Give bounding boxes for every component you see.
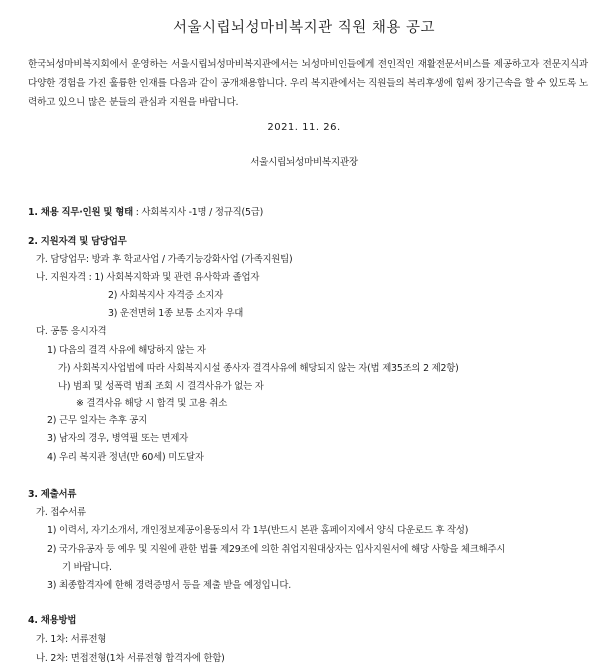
announcement-date: 2021. 11. 26. xyxy=(267,122,341,133)
section-1-line xyxy=(28,207,263,219)
section-2-item-da-3: 3) 남자의 경우, 병역필 또는 면제자 xyxy=(47,433,189,444)
section-1-heading: 1. 채용 직무·인원 및 형태 xyxy=(28,207,134,218)
section-3-item-2-cont: 기 바랍니다. xyxy=(62,562,112,573)
section-3-heading: 3. 제출서류 xyxy=(28,489,77,500)
section-3-item-1: 1) 이력서, 자기소개서, 개인정보제공이용동의서 각 1부(반드시 본관 홈페이지에서 양식 다운로드 후 작성) xyxy=(47,525,469,536)
section-2-item-na-1: 나. 지원자격 : 1) 사회복지학과 및 관련 유사학과 졸업자 xyxy=(36,272,260,283)
section-4-item-ga: 가. 1차: 서류전형 xyxy=(36,634,107,645)
intro-paragraph: 한국뇌성마비복지회에서 운영하는 서울시립뇌성마비복지관에서는 뇌성마비인들에게 전인적인 재활전문서비스를 제공하고자 전문지식과 다양한 경험을 가진 훌륭한 인재를 다음과 같이 공개채용합니다. 우리 복지관에서는 직원들의 복리후생에 힘써 장기근속을 할 수 있도록 노력하고 있으니 많은 분들의 관심과 지원을 바랍니다. xyxy=(28,59,588,108)
section-3-item-3: 3) 최종합격자에 한해 경력증명서 등을 제출 받을 예정입니다. xyxy=(47,580,292,591)
section-2-item-da-1: 1) 다음의 결격 사유에 해당하지 않는 자 xyxy=(47,345,206,356)
section-2-item-da: 다. 공통 응시자격 xyxy=(36,326,107,337)
section-2-item-na-2: 2) 사회복지사 자격증 소지자 xyxy=(108,290,223,301)
issuer-name: 서울시립뇌성마비복지관장 xyxy=(250,157,358,168)
section-2-heading: 2. 지원자격 및 담당업무 xyxy=(28,236,127,247)
section-1-value: : 사회복지사 -1명 / 정규직(5급) xyxy=(133,207,264,218)
section-4-item-na: 나. 2차: 면접전형(1차 서류전형 합격자에 한함) xyxy=(36,653,225,664)
section-4-heading: 4. 채용방법 xyxy=(28,615,77,626)
document-title: 서울시립뇌성마비복지관 직원 채용 공고 xyxy=(173,20,435,36)
section-2-item-ga: 가. 담당업무: 방과 후 학교사업 / 가족기능강화사업 (가족지원팀) xyxy=(36,254,293,265)
section-2-item-da-4: 4) 우리 복지관 정년(만 60세) 미도달자 xyxy=(47,452,204,463)
section-2-item-da-1-na: 나) 범죄 및 성폭력 범죄 조회 시 결격사유가 없는 자 xyxy=(58,381,264,392)
section-3-item-ga: 가. 접수서류 xyxy=(36,507,86,518)
section-2-note: ※ 결격사유 해당 시 합격 및 고용 취소 xyxy=(76,398,228,409)
section-2-item-na-3: 3) 운전면허 1종 보통 소지자 우대 xyxy=(108,308,244,319)
section-2-item-da-1-ga: 가) 사회복지사업법에 따라 사회복지시설 종사자 결격사유에 해당되지 않는 자(법 제35조의 2 제2항) xyxy=(58,363,459,374)
section-2-item-da-2: 2) 근무 일자는 추후 공지 xyxy=(47,415,148,426)
section-3-item-2: 2) 국가유공자 등 예우 및 지원에 관한 법률 제29조에 의한 취업지원대상자는 입사지원서에 해당 사항을 체크해주시 xyxy=(47,544,506,555)
